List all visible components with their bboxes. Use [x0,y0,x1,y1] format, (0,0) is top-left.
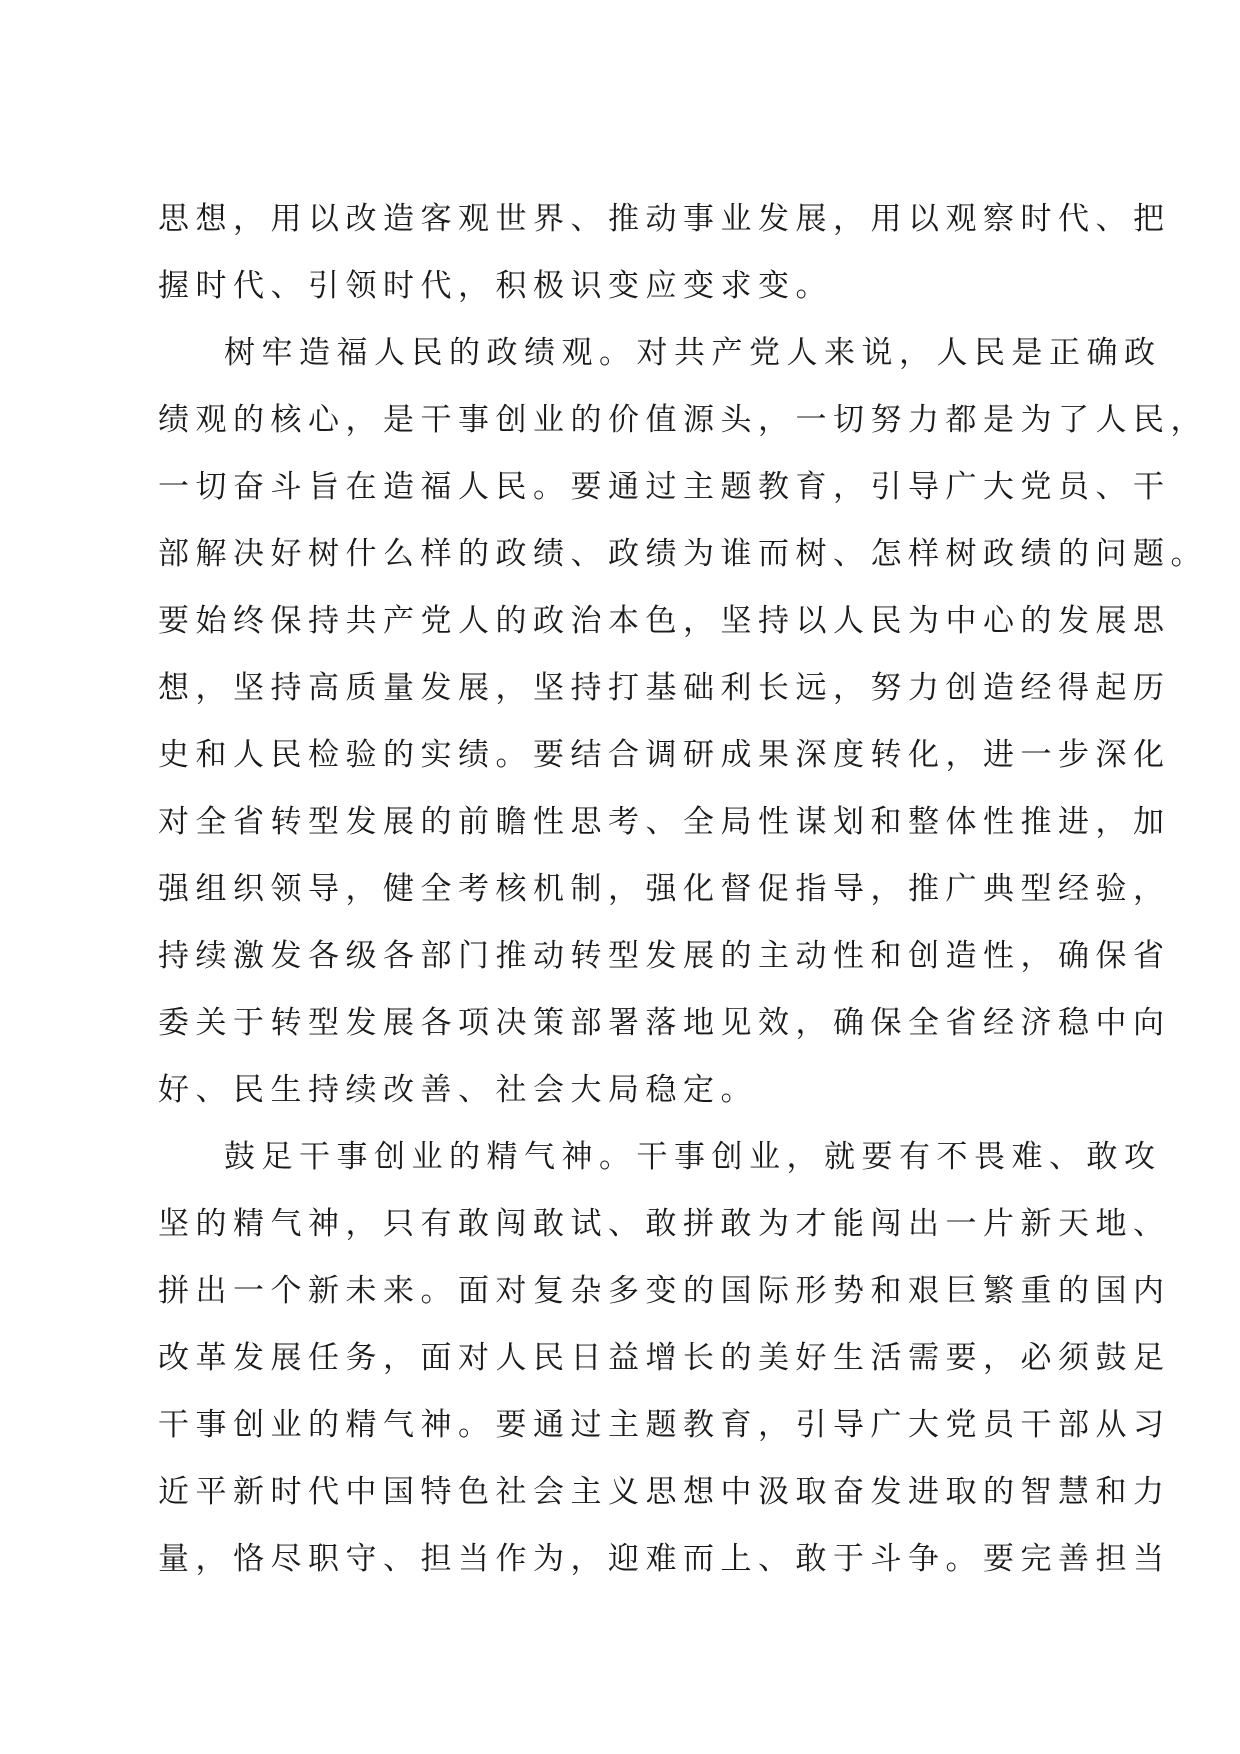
text-line: 绩观的核心，是干事创业的价值源头，一切努力都是为了人民， [158,402,1208,438]
text-line: 部解决好树什么样的政绩、政绩为谁而树、怎样树政绩的问题。 [158,536,1208,572]
paragraph-first-line: 树牢造福人民的政绩观。对共产党人来说，人民是正确政 [224,335,1162,371]
text-line: 要始终保持共产党人的政治本色，坚持以人民为中心的发展思 [158,603,1171,639]
text-line: 持续激发各级各部门推动转型发展的主动性和创造性，确保省 [158,938,1171,974]
text-line: 委关于转型发展各项决策部署落地见效，确保全省经济稳中向 [158,1005,1171,1041]
text-line: 想，坚持高质量发展，坚持打基础利长远，努力创造经得起历 [158,670,1171,706]
text-line: 拼出一个新未来。面对复杂多变的国际形势和艰巨繁重的国内 [158,1273,1171,1309]
text-line: 思想，用以改造客观世界、推动事业发展，用以观察时代、把 [158,201,1171,237]
text-line: 一切奋斗旨在造福人民。要通过主题教育，引导广大党员、干 [158,469,1171,505]
text-line: 好、民生持续改善、社会大局稳定。 [158,1072,758,1108]
text-line: 对全省转型发展的前瞻性思考、全局性谋划和整体性推进，加 [158,804,1171,840]
text-line: 史和人民检验的实绩。要结合调研成果深度转化，进一步深化 [158,737,1171,773]
paragraph-first-line: 鼓足干事创业的精气神。干事创业，就要有不畏难、敢攻 [224,1139,1162,1175]
text-line: 握时代、引领时代，积极识变应变求变。 [158,268,833,304]
text-line: 改革发展任务，面对人民日益增长的美好生活需要，必须鼓足 [158,1340,1171,1376]
text-line: 强组织领导，健全考核机制，强化督促指导，推广典型经验， [158,871,1171,907]
text-line: 量，恪尽职守、担当作为，迎难而上、敢于斗争。要完善担当 [158,1541,1171,1577]
text-line: 干事创业的精气神。要通过主题教育，引导广大党员干部从习 [158,1407,1171,1443]
document-body [158,186,1208,1593]
text-line: 近平新时代中国特色社会主义思想中汲取奋发进取的智慧和力 [158,1474,1171,1510]
text-line: 坚的精气神，只有敢闯敢试、敢拼敢为才能闯出一片新天地、 [158,1206,1171,1242]
